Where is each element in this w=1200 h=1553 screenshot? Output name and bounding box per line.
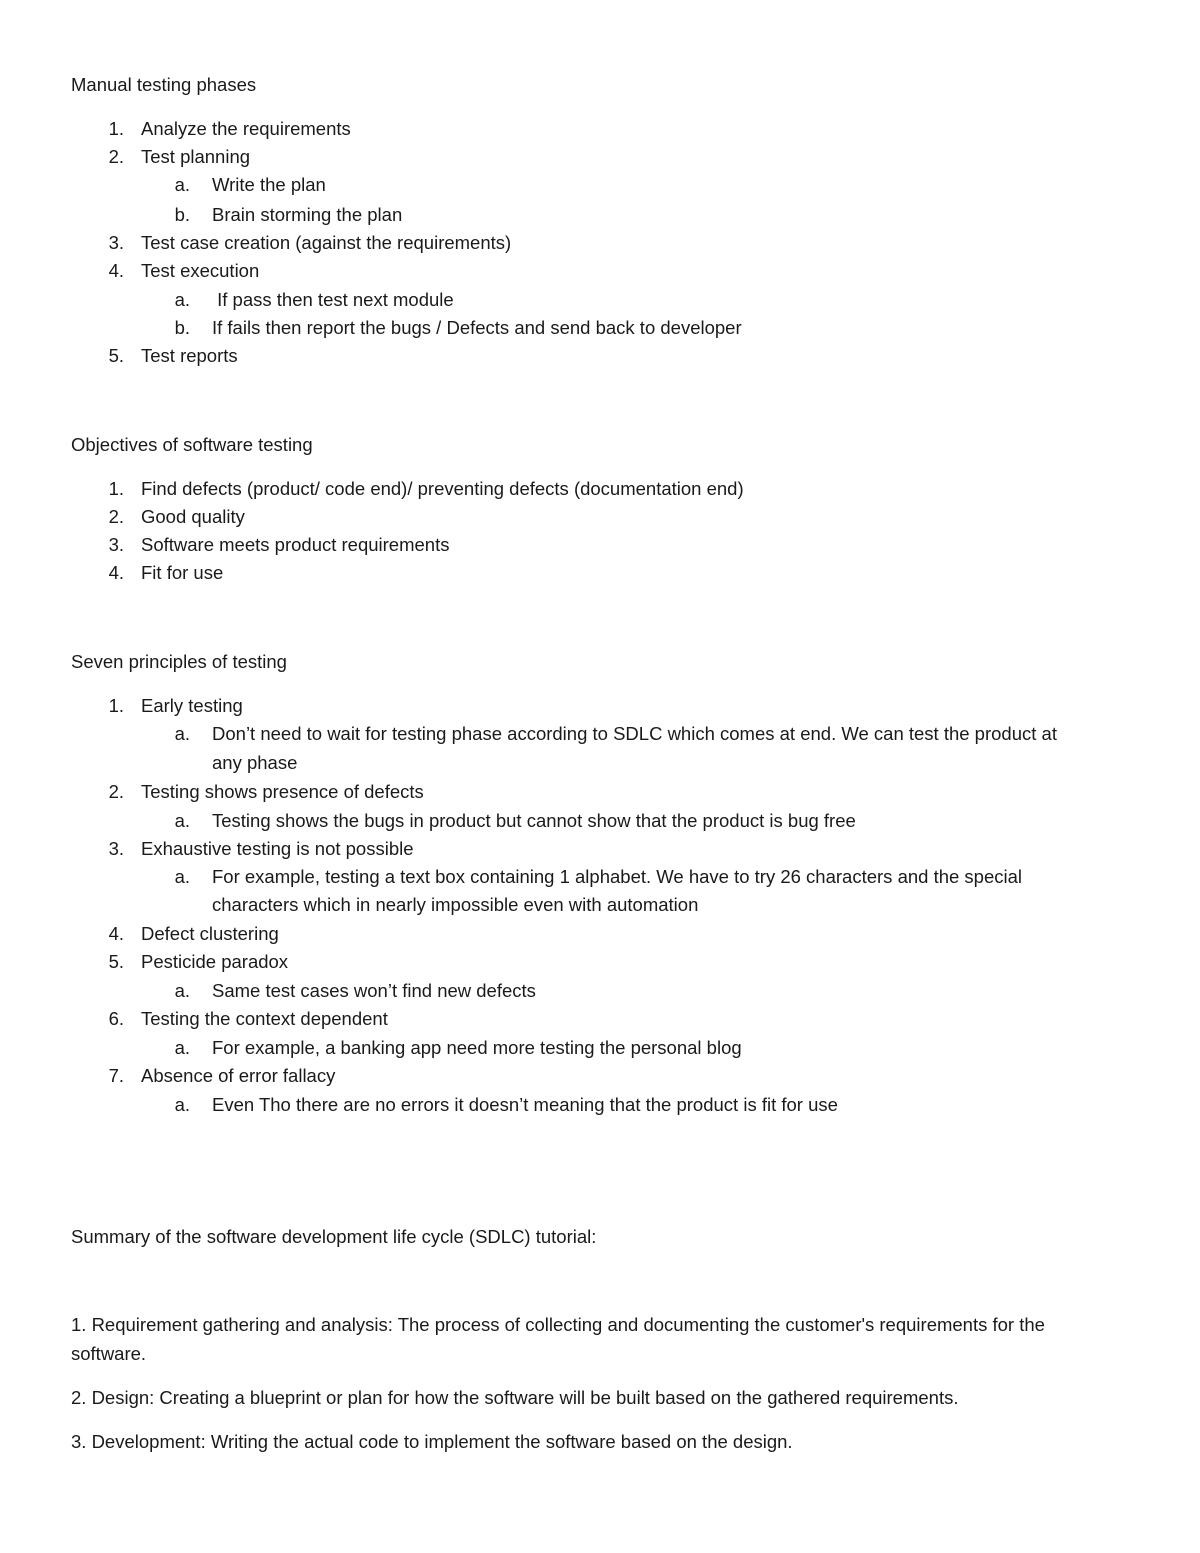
list-marker: 3. bbox=[108, 232, 124, 253]
paragraph-continued: software. bbox=[71, 1343, 147, 1364]
list-item: Pesticide paradox bbox=[141, 951, 289, 972]
list-marker: 1. bbox=[108, 478, 124, 499]
sub-list-marker: a. bbox=[174, 810, 190, 831]
list-item: Fit for use bbox=[141, 562, 224, 583]
sub-list-item: Testing shows the bugs in product but cannot show that the product is bug free bbox=[212, 810, 856, 831]
sub-list-item: Brain storming the plan bbox=[212, 204, 403, 225]
list-item: Exhaustive testing is not possible bbox=[141, 838, 414, 859]
list-marker: 3. bbox=[108, 534, 124, 555]
list-marker: 5. bbox=[108, 951, 124, 972]
list-marker: 5. bbox=[108, 345, 124, 366]
list-item: Absence of error fallacy bbox=[141, 1065, 336, 1086]
list-marker: 2. bbox=[108, 781, 124, 802]
list-item: Test execution bbox=[141, 260, 260, 281]
sub-list-item-continued: any phase bbox=[212, 752, 298, 773]
sub-list-item: Write the plan bbox=[212, 174, 326, 195]
list-item: Test planning bbox=[141, 146, 251, 167]
list-marker: 6. bbox=[108, 1008, 124, 1029]
sub-list-item: If pass then test next module bbox=[212, 289, 454, 310]
list-marker: 7. bbox=[108, 1065, 124, 1086]
paragraph: 3. Development: Writing the actual code to implement the software based on the design. bbox=[71, 1431, 793, 1452]
sub-list-marker: a. bbox=[174, 1037, 190, 1058]
sub-list-item: For example, a banking app need more testing the personal blog bbox=[212, 1037, 742, 1058]
sub-list-marker: b. bbox=[174, 204, 190, 225]
sub-list-item: Don’t need to wait for testing phase according to SDLC which comes at end. We can test the product at bbox=[212, 723, 1057, 744]
sub-list-marker: a. bbox=[174, 1094, 190, 1115]
sub-list-item: Same test cases won’t find new defects bbox=[212, 980, 536, 1001]
list-marker: 4. bbox=[108, 562, 124, 583]
list-item: Early testing bbox=[141, 695, 243, 716]
sub-list-marker: a. bbox=[174, 289, 190, 310]
list-marker: 1. bbox=[108, 118, 124, 139]
list-marker: 3. bbox=[108, 838, 124, 859]
list-item: Good quality bbox=[141, 506, 245, 527]
paragraph: 1. Requirement gathering and analysis: The process of collecting and documenting the customer's requirements for the bbox=[71, 1314, 1045, 1335]
sub-list-marker: a. bbox=[174, 723, 190, 744]
section-heading-sdlc: Summary of the software development life cycle (SDLC) tutorial: bbox=[71, 1226, 597, 1247]
list-item: Find defects (product/ code end)/ preventing defects (documentation end) bbox=[141, 478, 744, 499]
sub-list-item: If fails then report the bugs / Defects and send back to developer bbox=[212, 317, 742, 338]
section-heading-objectives: Objectives of software testing bbox=[71, 434, 313, 455]
list-item: Test case creation (against the requirements) bbox=[141, 232, 512, 253]
section-heading-principles: Seven principles of testing bbox=[71, 651, 287, 672]
list-item: Testing shows presence of defects bbox=[141, 781, 424, 802]
sub-list-marker: a. bbox=[174, 866, 190, 887]
list-marker: 1. bbox=[108, 695, 124, 716]
list-item: Testing the context dependent bbox=[141, 1008, 388, 1029]
paragraph: 2. Design: Creating a blueprint or plan for how the software will be built based on the gathered requirements. bbox=[71, 1387, 959, 1408]
list-item: Defect clustering bbox=[141, 923, 279, 944]
list-item: Test reports bbox=[141, 345, 238, 366]
list-marker: 2. bbox=[108, 146, 124, 167]
sub-list-marker: b. bbox=[174, 317, 190, 338]
list-marker: 4. bbox=[108, 260, 124, 281]
sub-list-item-continued: characters which in nearly impossible even with automation bbox=[212, 894, 699, 915]
section-heading-manual-testing: Manual testing phases bbox=[71, 74, 257, 95]
list-marker: 4. bbox=[108, 923, 124, 944]
sub-list-item: For example, testing a text box containing 1 alphabet. We have to try 26 characters and the special bbox=[212, 866, 1023, 887]
sub-list-marker: a. bbox=[174, 980, 190, 1001]
sub-list-item: Even Tho there are no errors it doesn’t meaning that the product is fit for use bbox=[212, 1094, 838, 1115]
sub-list-marker: a. bbox=[174, 174, 190, 195]
list-item: Software meets product requirements bbox=[141, 534, 450, 555]
list-item: Analyze the requirements bbox=[141, 118, 351, 139]
list-marker: 2. bbox=[108, 506, 124, 527]
